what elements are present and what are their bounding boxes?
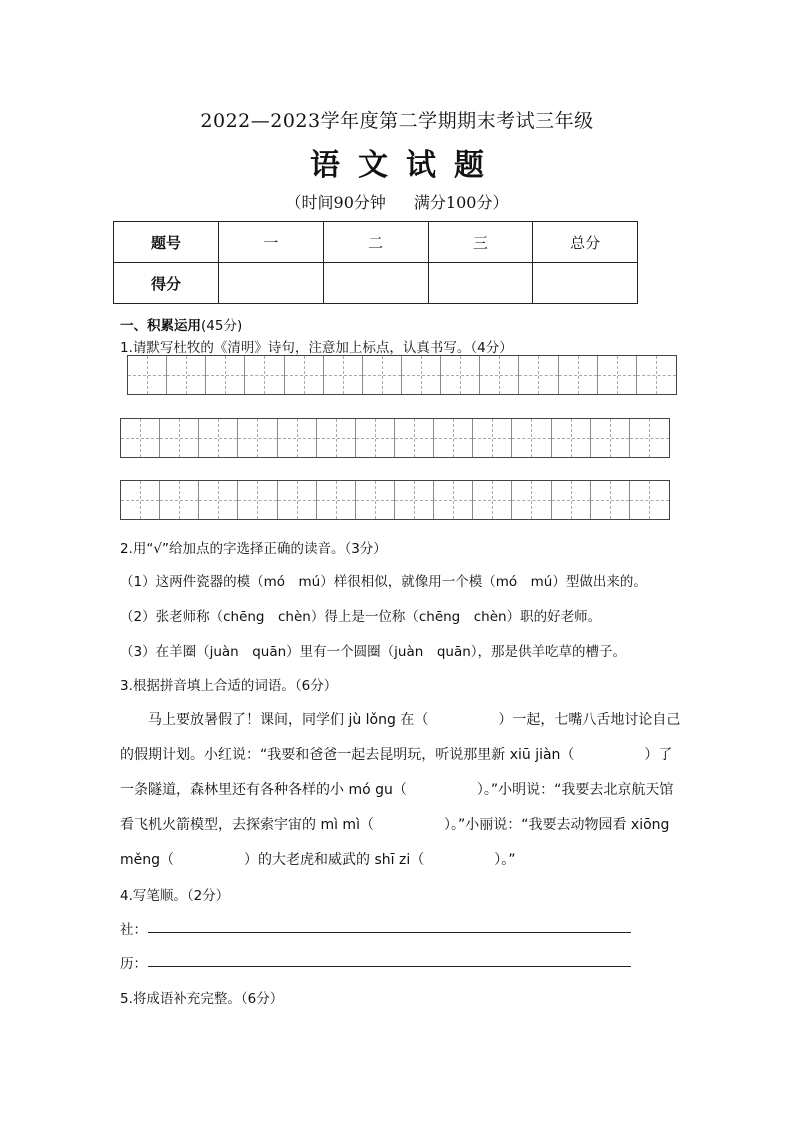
writing-grid-cell[interactable] [630,481,669,519]
score-table-column-header: 总分 [533,222,638,263]
question-3-line: 一条隧道，森林里还有各种各样的小 mó gu（ ）。”小明说：“我要去北京航天馆 [120,782,674,798]
writing-grid-cell[interactable] [598,356,637,394]
writing-grid-row-2[interactable] [120,418,670,458]
score-cell[interactable] [533,263,638,304]
writing-grid-cell[interactable] [395,419,434,457]
question-2-item: （3）在羊圈（juàn quān）里有一个圆圈（juàn quān），那是供羊吃草的槽子。 [120,644,627,660]
writing-grid-cell[interactable] [160,481,199,519]
writing-grid-cell[interactable] [434,481,473,519]
question-3-line: měng（ ）的大老虎和威武的 shī zi（ ）。” [120,852,516,868]
section-points: (45分) [201,318,243,334]
writing-grid-cell[interactable] [356,481,395,519]
question-2-item: （1）这两件瓷器的模（mó mú）样很相似，就像用一个模（mó mú）型做出来的。 [120,574,647,590]
score-table-row-label: 得分 [114,263,219,304]
writing-grid-cell[interactable] [356,419,395,457]
writing-grid-cell[interactable] [206,356,245,394]
exam-info [0,190,794,213]
writing-grid-cell[interactable] [637,356,676,394]
writing-grid-cell[interactable] [199,481,238,519]
question-3-line: 马上要放暑假了！课间，同学们 jù lǒng 在（ ）一起，七嘴八舌地讨论自己 [148,712,681,728]
stroke-order-char-label: 社： [120,922,147,938]
writing-grid-cell[interactable] [160,419,199,457]
writing-grid-cell[interactable] [441,356,480,394]
writing-grid-row-1[interactable] [127,355,677,395]
score-table-column-header: 三 [428,222,533,263]
score-table-row-label: 题号 [114,222,219,263]
writing-grid-cell[interactable] [591,419,630,457]
writing-grid-cell[interactable] [434,419,473,457]
writing-grid-row-3[interactable] [120,480,670,520]
writing-grid-cell[interactable] [199,419,238,457]
section-heading [120,314,242,334]
writing-grid-cell[interactable] [480,356,519,394]
score-cell[interactable] [219,263,324,304]
writing-grid-cell[interactable] [317,419,356,457]
writing-grid-cell[interactable] [630,419,669,457]
question-3-line: 看飞机火箭模型，去探索宇宙的 mì mì（ ）。”小丽说：“我要去动物园看 xiōng [120,817,670,833]
writing-grid-cell[interactable] [402,356,441,394]
writing-grid-cell[interactable] [128,356,167,394]
score-table-header-row [114,222,638,263]
writing-grid-cell[interactable] [552,419,591,457]
writing-grid-cell[interactable] [519,356,558,394]
writing-grid-cell[interactable] [121,419,160,457]
writing-grid-cell[interactable] [552,481,591,519]
score-info: 满分100分） [413,193,509,212]
writing-grid-cell[interactable] [512,481,551,519]
score-table-score-row [114,263,638,304]
writing-grid-cell[interactable] [238,419,277,457]
score-table-column-header: 二 [323,222,428,263]
exam-header-title: 2022—2023学年度第二学期期末考试三年级 [200,110,594,132]
writing-grid-cell[interactable] [591,481,630,519]
question-3-prompt: 3.根据拼音填上合适的词语。（6分） [120,678,338,694]
question-3-line: 的假期计划。小红说：“我要和爸爸一起去昆明玩，听说那里新 xiū jiàn（ ）了 [120,747,673,763]
writing-grid-cell[interactable] [121,481,160,519]
section-title: 一、积累运用 [120,318,201,334]
writing-grid-cell[interactable] [317,481,356,519]
score-table-column-header: 一 [219,222,324,263]
writing-grid-cell[interactable] [278,481,317,519]
stroke-order-answer-line[interactable] [148,932,631,933]
writing-grid-cell[interactable] [167,356,206,394]
writing-grid-cell[interactable] [278,419,317,457]
writing-grid-cell[interactable] [363,356,402,394]
stroke-order-answer-line[interactable] [148,966,631,967]
writing-grid-cell[interactable] [473,419,512,457]
writing-grid-cell[interactable] [245,356,284,394]
writing-grid-cell[interactable] [559,356,598,394]
stroke-order-char-label: 历： [120,956,147,972]
writing-grid-cell[interactable] [512,419,551,457]
time-info: （时间90分钟 [285,193,386,212]
question-1-prompt: 1.请默写杜牧的《清明》诗句，注意加上标点，认真书写。（4分） [120,340,513,356]
subject-title: 语文试题 [310,148,502,183]
writing-grid-cell[interactable] [285,356,324,394]
writing-grid-cell[interactable] [395,481,434,519]
question-4-prompt: 4.写笔顺。（2分） [120,888,230,904]
writing-grid-cell[interactable] [238,481,277,519]
score-table [113,221,638,304]
score-cell[interactable] [323,263,428,304]
writing-grid-cell[interactable] [324,356,363,394]
question-5-prompt: 5.将成语补充完整。（6分） [120,991,284,1007]
question-2-prompt: 2.用“√”给加点的字选择正确的读音。（3分） [120,541,387,557]
score-cell[interactable] [428,263,533,304]
writing-grid-cell[interactable] [473,481,512,519]
question-2-item: （2）张老师称（chēng chèn）得上是一位称（chēng chèn）职的好老师。 [120,609,602,625]
